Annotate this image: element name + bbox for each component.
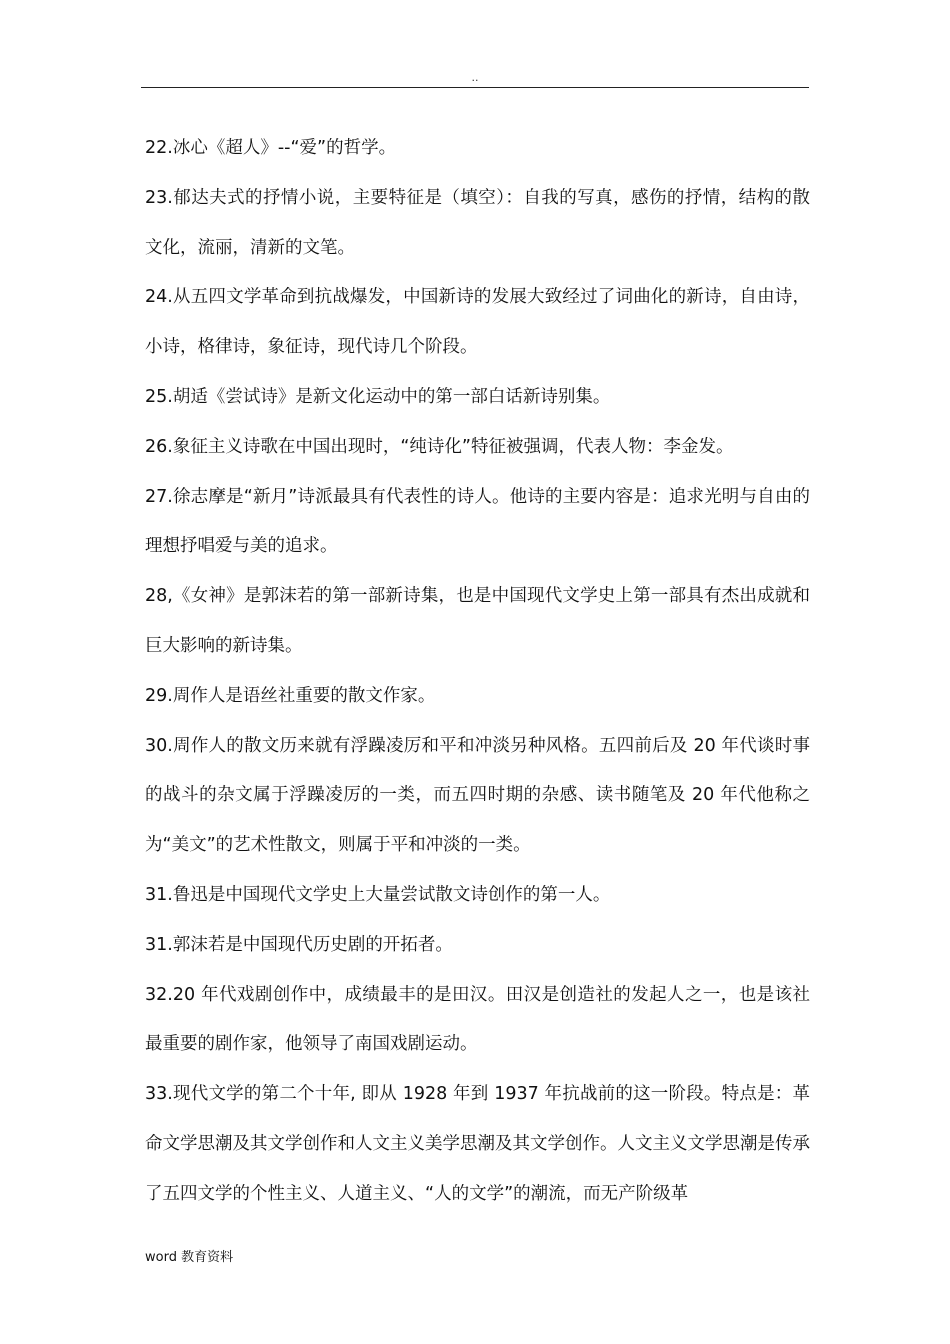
paragraph-29: 29.周作人是语丝社重要的散文作家。 — [145, 685, 436, 706]
page-footer: word 教育资料 — [145, 1250, 234, 1265]
paragraph-24: 24.从五四文学革命到抗战爆发，中国新诗的发展大致经过了词曲化的新诗，自由诗，小诗，格律诗，象征诗，现代诗几个阶段。 — [145, 287, 810, 358]
paragraph-26: 26.象征主义诗歌在中国出现时，“纯诗化”特征被强调，代表人物：李金发。 — [145, 436, 734, 457]
paragraph-31a: 31.鲁迅是中国现代文学史上大量尝试散文诗创作的第一人。 — [145, 884, 611, 905]
document-body — [145, 124, 810, 1220]
paragraph-30: 30.周作人的散文历来就有浮躁凌厉和平和冲淡另种风格。五四前后及 20 年代谈时事的战斗的杂文属于浮躁凌厉的一类，而五四时期的杂感、读书随笔及 20 年代他称之为“美文”的艺术性散文，则属于平和冲淡的一类。 — [145, 735, 810, 856]
paragraph-31b: 31.郭沫若是中国现代历史剧的开拓者。 — [145, 934, 453, 955]
paragraph-28: 28,《女神》是郭沫若的第一部新诗集，也是中国现代文学史上第一部具有杰出成就和巨大影响的新诗集。 — [145, 586, 810, 656]
paragraph-23: 23.郁达夫式的抒情小说，主要特征是（填空）：自我的写真，感伤的抒情，结构的散文化，流丽，清新的文笔。 — [145, 187, 810, 258]
paragraph-25: 25.胡适《尝试诗》是新文化运动中的第一部白话新诗别集。 — [145, 386, 611, 407]
paragraph-27: 27.徐志摩是“新月”诗派最具有代表性的诗人。他诗的主要内容是：追求光明与自由的理想抒唱爱与美的追求。 — [145, 486, 810, 557]
paragraph-32: 32.20 年代戏剧创作中，成绩最丰的是田汉。田汉是创造社的发起人之一，也是该社最重要的剧作家，他领导了南国戏剧运动。 — [145, 984, 810, 1055]
paragraph-33: 33.现代文学的第二个十年, 即从 1928 年到 1937 年抗战前的这一阶段。特点是：革命文学思潮及其文学创作和人文主义美学思潮及其文学创作。人文主义文学思潮是传承了五四文学的个性主义、人道主义、“人的文学”的潮流，而无产阶级革 — [145, 1084, 810, 1204]
paragraph-22: 22.冰心《超人》--“爱”的哲学。 — [145, 138, 397, 158]
header-rule — [141, 87, 809, 88]
header-mark: .. — [471, 71, 479, 84]
